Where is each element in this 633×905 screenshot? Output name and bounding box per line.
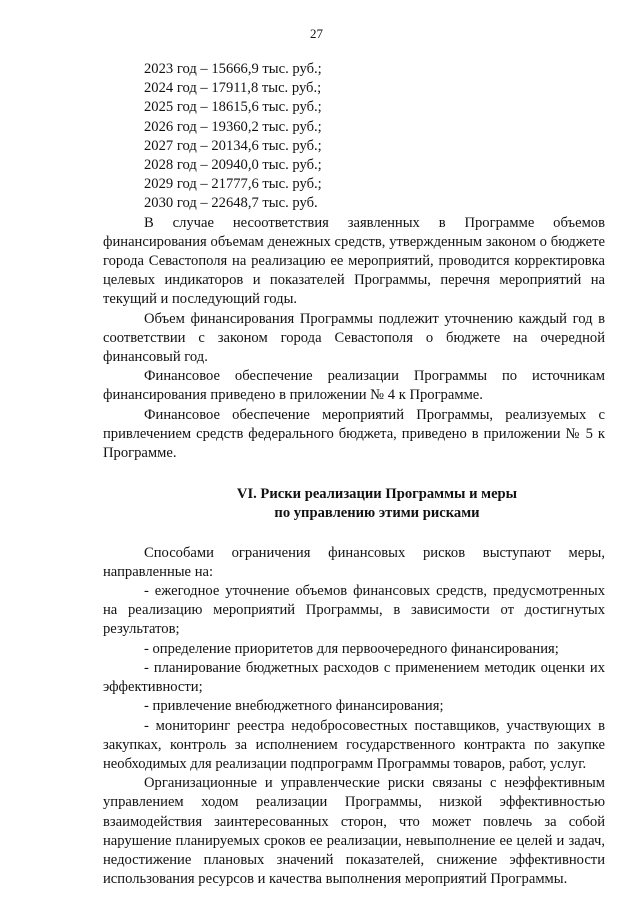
list-paragraph: - мониторинг реестра недобросовестных поставщиков, участвующих в закупках, контроль за исполнением государственного контракта по закупке необходимых для реализации подпрограмм Программы товаров, работ, услуг. [103,717,605,772]
financing-year-item: 2030 год – 22648,7 тыс. руб. [144,195,318,212]
section-heading-line-2: по управлению этими рисками [274,505,480,522]
section-heading-line-1: VI. Риски реализации Программы и меры [236,486,518,503]
financing-year-item: 2029 год – 21777,6 тыс. руб.; [144,176,322,193]
financing-year-item: 2028 год – 20940,0 тыс. руб.; [144,157,322,174]
list-paragraph: - определение приоритетов для первоочередного финансирования; [144,640,559,657]
document-body [103,60,605,889]
financing-year-item: 2025 год – 18615,6 тыс. руб.; [144,99,322,116]
financing-year-item: 2026 год – 19360,2 тыс. руб.; [144,118,322,135]
list-paragraph: - привлечение внебюджетного финансирования; [144,698,444,715]
paragraph: Организационные и управленческие риски связаны с неэффективным управлением ходом реализации Программы, низкой эффективностью взаимодействия заинтересованных сторон, что может повлечь за собой нарушение планируемых сроков ее реализации, невыполнение ее целей и задач, недостижение плановых значений показателей, снижение эффективности использования ресурсов и качества выполнения мероприятий Программы. [103,775,605,888]
page-number: 27 [310,26,323,41]
paragraph: Способами ограничения финансовых рисков выступают меры, направленные на: [103,544,605,580]
financing-year-item: 2024 год – 17911,8 тыс. руб.; [144,80,322,97]
list-paragraph: - планирование бюджетных расходов с применением методик оценки их эффективности; [103,659,605,696]
financing-year-item: 2027 год – 20134,6 тыс. руб.; [144,137,322,154]
list-paragraph: - ежегодное уточнение объемов финансовых средств, предусмотренных на реализацию мероприятий Программы, в зависимости от достигнутых результатов; [103,583,605,638]
financing-year-item: 2023 год – 15666,9 тыс. руб.; [144,61,322,77]
financing-by-year-list [144,60,605,214]
paragraph: Финансовое обеспечение реализации Программы по источникам финансирования приведено в приложении № 4 к Программе. [103,368,605,404]
paragraph: В случае несоответствия заявленных в Программе объемов финансирования объемам денежных средств, утвержденным законом о бюджете города Севастополя на реализацию ее мероприятий, проводится корректировка целевых индикаторов и показателей Программы, перечня мероприятий на текущий и последующий годы. [103,214,605,308]
paragraph: Объем финансирования Программы подлежит уточнению каждый год в соответствии с законом города Севастополя о бюджете на очередной финансовый год. [103,310,605,366]
paragraph: Финансовое обеспечение мероприятий Программы, реализуемых с привлечением средств федерального бюджета, приведено в приложении № 5 к Программе. [103,406,605,462]
section-heading [103,485,605,523]
